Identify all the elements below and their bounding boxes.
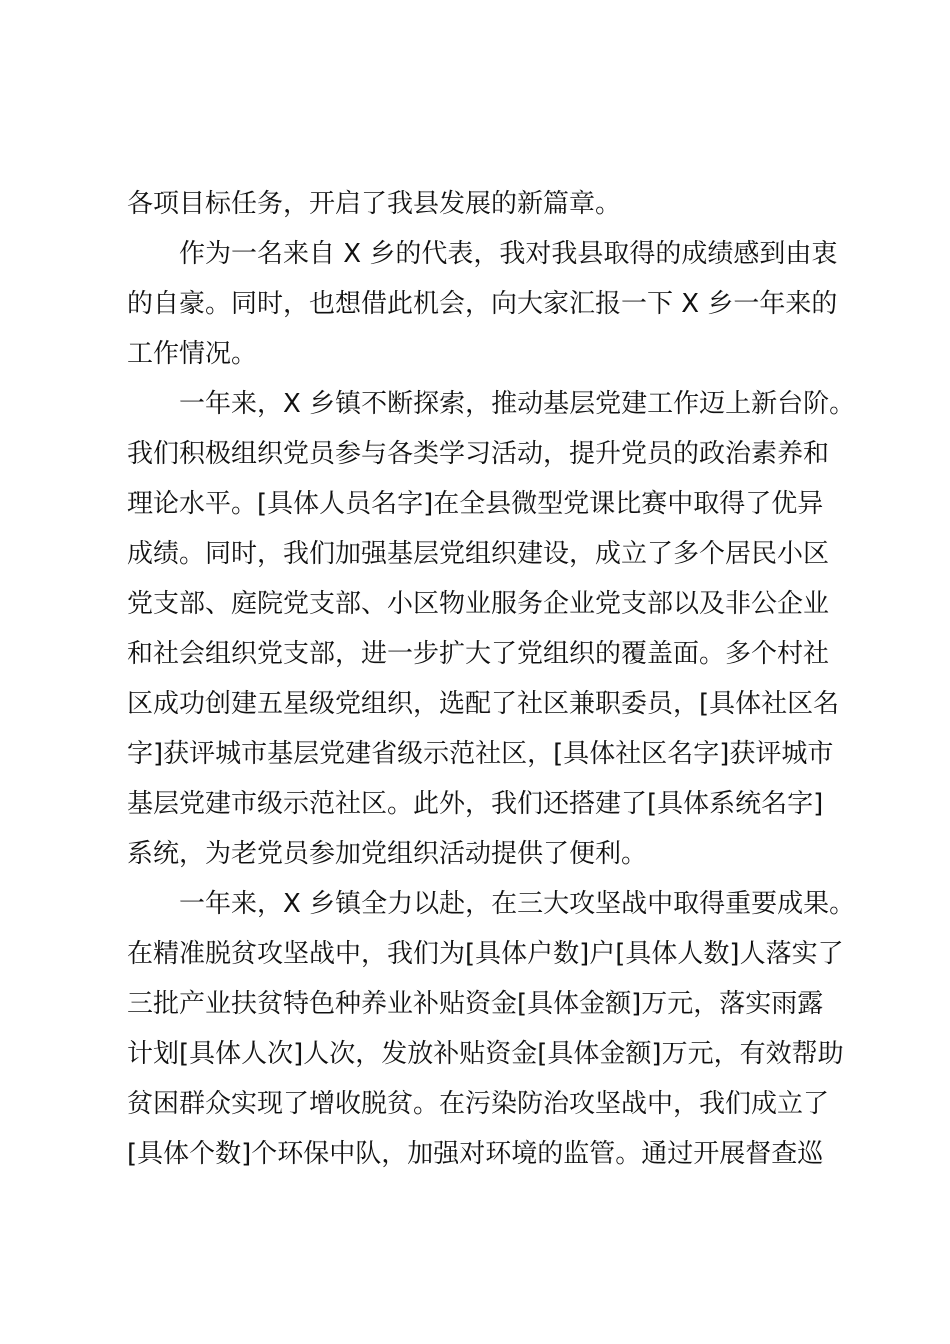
text-line: 我们积极组织党员参与各类学习活动，提升党员的政治素养和 xyxy=(127,439,830,469)
text-line: [具体个数]个环保中队，加强对环境的监管。通过开展督查巡 xyxy=(127,1139,824,1169)
text-line: 各项目标任务，开启了我县发展的新篇章。 xyxy=(127,189,622,219)
text-line: 和社会组织党支部，进一步扩大了党组织的覆盖面。多个村社 xyxy=(127,639,830,669)
paragraph-first-line: 一年来，X 乡镇不断探索，推动基层党建工作迈上新台阶。 xyxy=(179,389,856,419)
text-line: 在精准脱贫攻坚战中，我们为[具体户数]户[具体人数]人落实了 xyxy=(127,939,844,969)
text-line: 三批产业扶贫特色种养业补贴资金[具体金额]万元，落实雨露 xyxy=(127,989,824,1019)
text-line: 工作情况。 xyxy=(127,339,258,369)
text-line: 的自豪。同时，也想借此机会，向大家汇报一下 X 乡一年来的 xyxy=(127,289,838,319)
text-line: 字]获评城市基层党建省级示范社区，[具体社区名字]获评城市 xyxy=(127,739,834,769)
text-line: 成绩。同时，我们加强基层党组织建设，成立了多个居民小区 xyxy=(127,539,830,569)
text-line: 党支部、庭院党支部、小区物业服务企业党支部以及非公企业 xyxy=(127,589,830,619)
paragraph-first-line: 作为一名来自 X 乡的代表，我对我县取得的成绩感到由衷 xyxy=(179,239,838,269)
text-line: 理论水平。[具体人员名字]在全县微型党课比赛中取得了优异 xyxy=(127,489,824,519)
text-line: 系统，为老党员参加党组织活动提供了便利。 xyxy=(127,839,648,869)
text-line: 区成功创建五星级党组织，选配了社区兼职委员，[具体社区名 xyxy=(127,689,840,719)
paragraph-first-line: 一年来，X 乡镇全力以赴，在三大攻坚战中取得重要成果。 xyxy=(179,889,856,919)
text-line: 计划[具体人次]人次，发放补贴资金[具体金额]万元，有效帮助 xyxy=(127,1039,844,1069)
text-line: 贫困群众实现了增收脱贫。在污染防治攻坚战中，我们成立了 xyxy=(127,1089,830,1119)
text-line: 基层党建市级示范社区。此外，我们还搭建了[具体系统名字] xyxy=(127,789,824,819)
